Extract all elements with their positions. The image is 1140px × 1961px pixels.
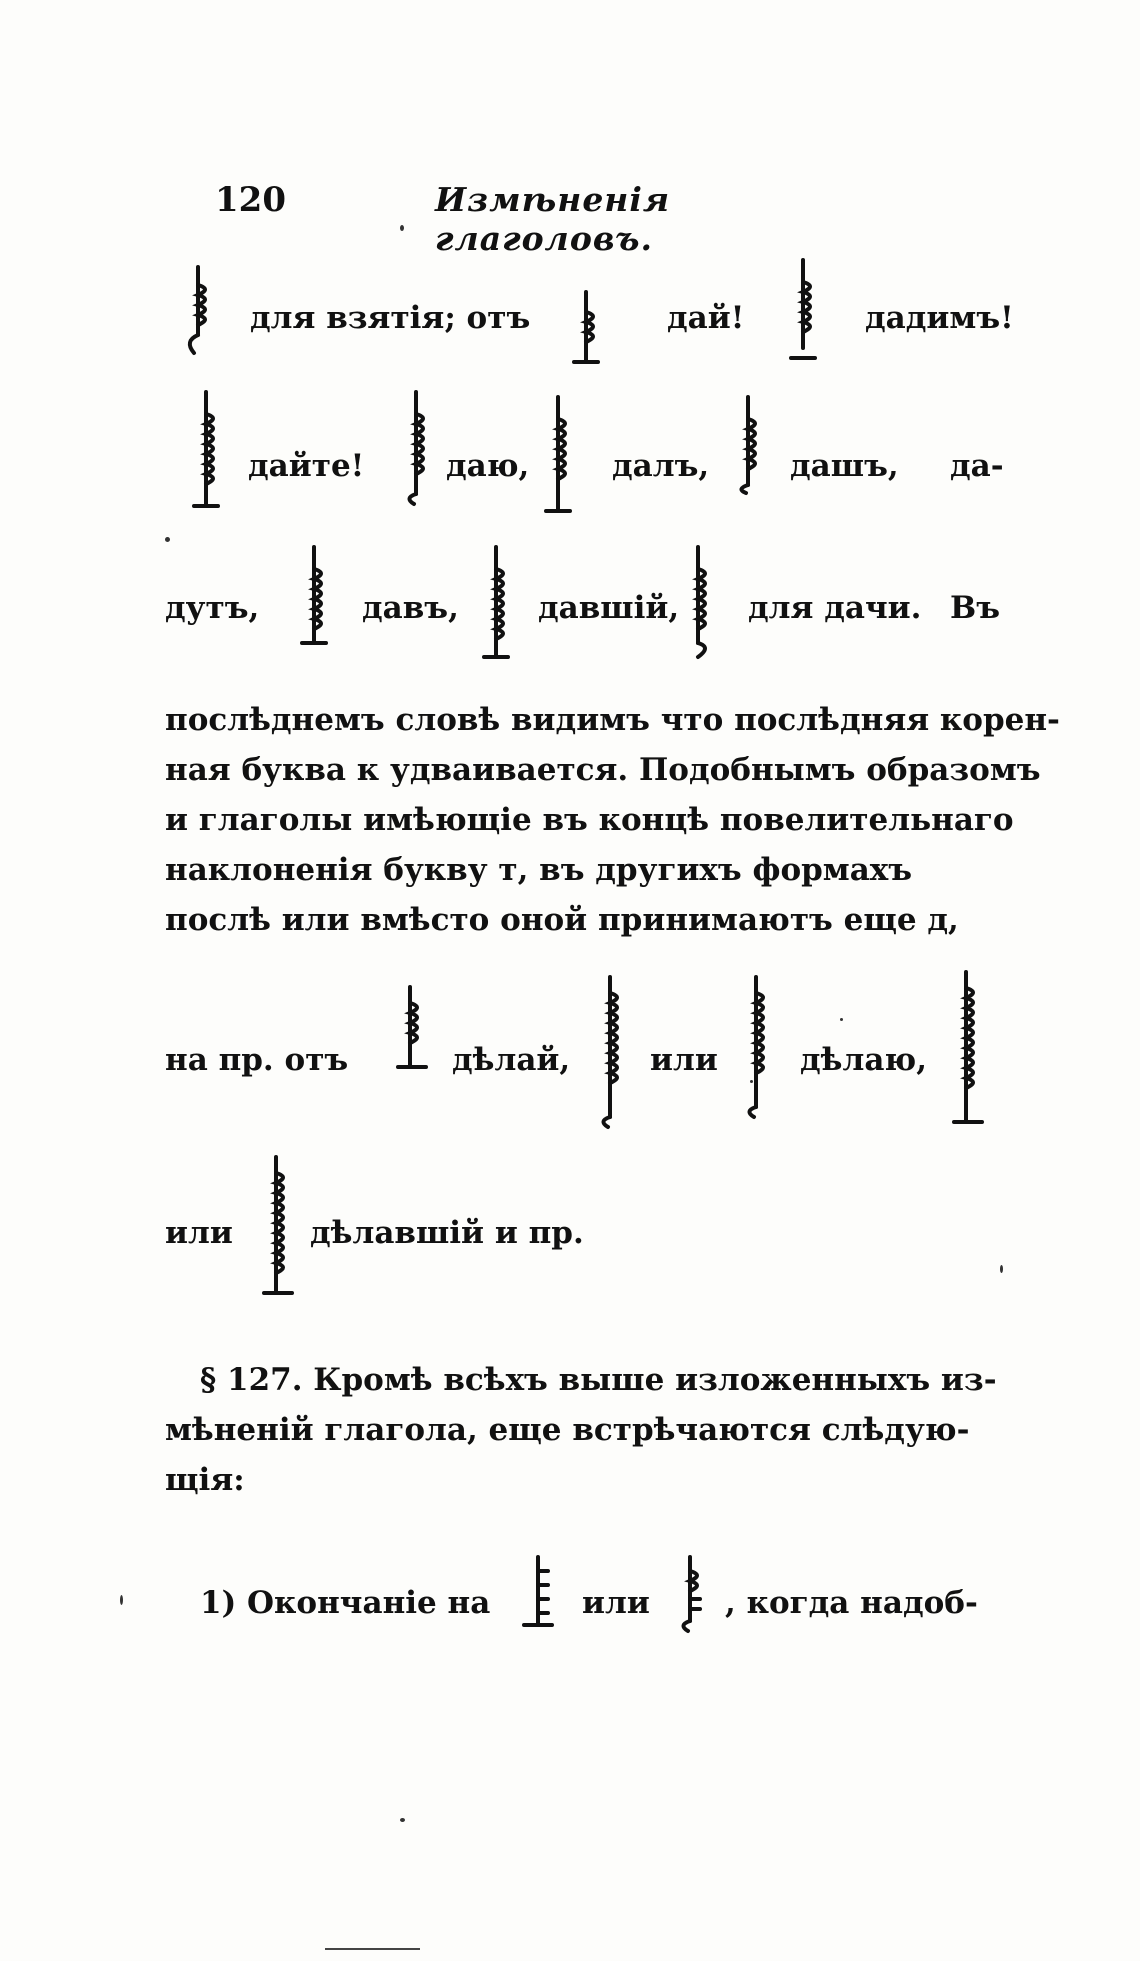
row1-text-2: дай! [667, 300, 745, 336]
mongolian-word-do-variant [592, 975, 628, 1130]
mongolian-word-having-given [478, 545, 514, 670]
section-127-line-1: § 127. Кромѣ всѣхъ выше изложенныхъ из- [200, 1362, 997, 1398]
mongolian-word-ending-b [672, 1555, 708, 1635]
paragraph-1-line-1: послѣднемъ словѣ видимъ что послѣдняя корен- [165, 702, 1060, 738]
mongolian-word-they-give [296, 545, 332, 653]
section-127-line-2: мѣненій глагола, еще встрѣчаются слѣдую- [165, 1412, 970, 1448]
paragraph-1-line-3: и глаголы имѣющіе въ концѣ повелительнаго [165, 802, 1014, 838]
mongolian-word-i-do [948, 970, 988, 1140]
mongolian-word-do [392, 985, 432, 1075]
mongolian-word-ending-a [520, 1555, 556, 1635]
paragraph-1 [165, 695, 1060, 945]
mongolian-word-i-give [398, 390, 434, 505]
mongolian-word-give-imperative [568, 290, 604, 370]
mongolian-word-give-plural [188, 390, 224, 518]
section-127 [165, 1355, 1000, 1505]
mongolian-word-gave [540, 395, 576, 523]
row4-text-4: дѣлаю, [800, 1042, 927, 1078]
row4-text-2: дѣлай, [452, 1042, 571, 1078]
row3-text-5: Въ [950, 590, 1000, 626]
row1-text-3: дадимъ! [865, 300, 1014, 336]
row1-text-1: для взятія; отъ [250, 300, 531, 336]
mongolian-word-for-giving [680, 545, 716, 663]
row4-text-1: на пр. отъ [165, 1042, 349, 1078]
row3-text-3: давшій, [538, 590, 680, 626]
row2-text-5: да- [950, 448, 1004, 484]
row2-text-2: даю, [446, 448, 530, 484]
bottom-rule [325, 1948, 420, 1950]
page-header [215, 180, 835, 258]
row2-text-1: дайте! [248, 448, 365, 484]
section-127-line-3: щія: [165, 1462, 245, 1498]
row4-text-3: или [650, 1042, 718, 1078]
row5-text-2: дѣлавшій и пр. [310, 1215, 584, 1251]
page-number: 120 [215, 180, 286, 220]
row2-text-4: дашъ, [790, 448, 899, 484]
row3-text-4: для дачи. [748, 590, 922, 626]
paragraph-1-line-2: ная буква к удваивается. Подобнымъ образомъ [165, 752, 1041, 788]
row3-text-1: дутъ, [165, 590, 260, 626]
item-1-text-2: или [582, 1585, 650, 1621]
mongolian-word-you-give [730, 395, 766, 495]
paragraph-1-line-5: послѣ или вмѣсто оной принимаютъ еще д, [165, 902, 959, 938]
row3-text-2: давъ, [362, 590, 459, 626]
mongolian-word-take [180, 265, 216, 357]
mongolian-word-having-done [258, 1155, 298, 1305]
running-title: Измѣненія глаголовъ. [435, 180, 671, 258]
item-1-text-1: 1) Окончаніе на [200, 1585, 491, 1621]
row2-text-3: далъ, [612, 448, 710, 484]
mongolian-word-let-us-give [785, 258, 821, 370]
paragraph-1-line-4: наклоненія букву т, въ другихъ формахъ [165, 852, 913, 888]
row5-text-1: или [165, 1215, 233, 1251]
item-1-text-3: , когда надоб- [725, 1585, 978, 1621]
mongolian-word-i-do-variant [738, 975, 774, 1120]
